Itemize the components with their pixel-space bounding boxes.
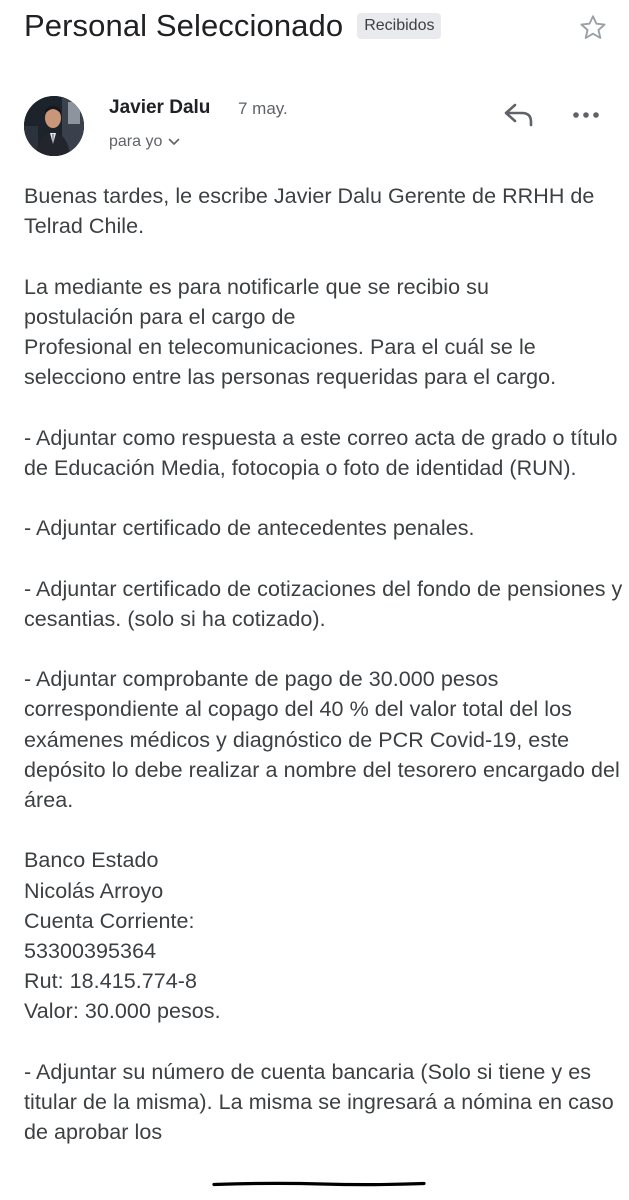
body-paragraph-payment: - Adjuntar comprobante de pago de 30.000 pesos correspondiente al copago del 40 % del valor total del los exámenes médicos y diagnóstico de PCR Covid-19, este depósito lo debe realizar a nombre del tesorero encargado del área.	[24, 667, 620, 812]
chevron-down-icon	[168, 138, 180, 146]
body-paragraph-bank-account: - Adjuntar su número de cuenta bancaria (Solo si tiene y es titular de la misma). La misma se ingresará a nómina en caso de aprobar los	[24, 1059, 614, 1145]
sender-name[interactable]: Javier Dalu	[109, 97, 211, 118]
more-horizontal-icon[interactable]	[570, 104, 602, 126]
avatar-photo	[24, 96, 84, 156]
body-paragraph-notice	[24, 272, 624, 393]
bank-line: Nicolás Arroyo	[24, 878, 164, 903]
underline-mark	[212, 1180, 426, 1188]
bank-details	[24, 845, 624, 1026]
body-paragraph-attach-degree: - Adjuntar como respuesta a este correo acta de grado o título de Educación Media, fotocopia o foto de identidad (RUN).	[24, 425, 618, 480]
body-paragraph-attach-record: - Adjuntar certificado de antecedentes penales.	[24, 516, 475, 541]
subject-row	[24, 4, 609, 48]
body-paragraph-attach-pension: - Adjuntar certificado de cotizaciones del fondo de pensiones y cesantias. (solo si ha cotizado).	[24, 576, 623, 631]
bank-line: Cuenta Corriente:	[24, 908, 195, 933]
bank-line: Rut: 18.415.774-8	[24, 969, 197, 994]
star-icon[interactable]	[577, 12, 609, 44]
notice-line-1: La mediante es para notificarle que se recibio su	[24, 274, 489, 299]
notice-line-3: Profesional en telecomunicaciones. Para el cuál se le selecciono entre las personas requeridas para el cargo.	[24, 335, 557, 390]
email-date: 7 may.	[238, 99, 288, 118]
bank-line: Valor: 30.000 pesos.	[24, 999, 221, 1024]
email-subject: Personal Seleccionado	[24, 8, 344, 43]
inbox-label-chip[interactable]: Recibidos	[357, 13, 441, 39]
recipient-toggle[interactable]	[109, 131, 180, 153]
bank-line: Banco Estado	[24, 848, 159, 873]
notice-line-2: postulación para el cargo de	[24, 304, 296, 329]
email-body	[24, 181, 624, 1178]
recipient-label: para yo	[109, 133, 163, 150]
bank-line[interactable]: 53300395364	[24, 938, 157, 963]
body-paragraph-greeting: Buenas tardes, le escribe Javier Dalu Gerente de RRHH de Telrad Chile.	[24, 184, 595, 239]
reply-icon[interactable]	[502, 100, 536, 130]
sender-avatar[interactable]	[24, 96, 84, 156]
